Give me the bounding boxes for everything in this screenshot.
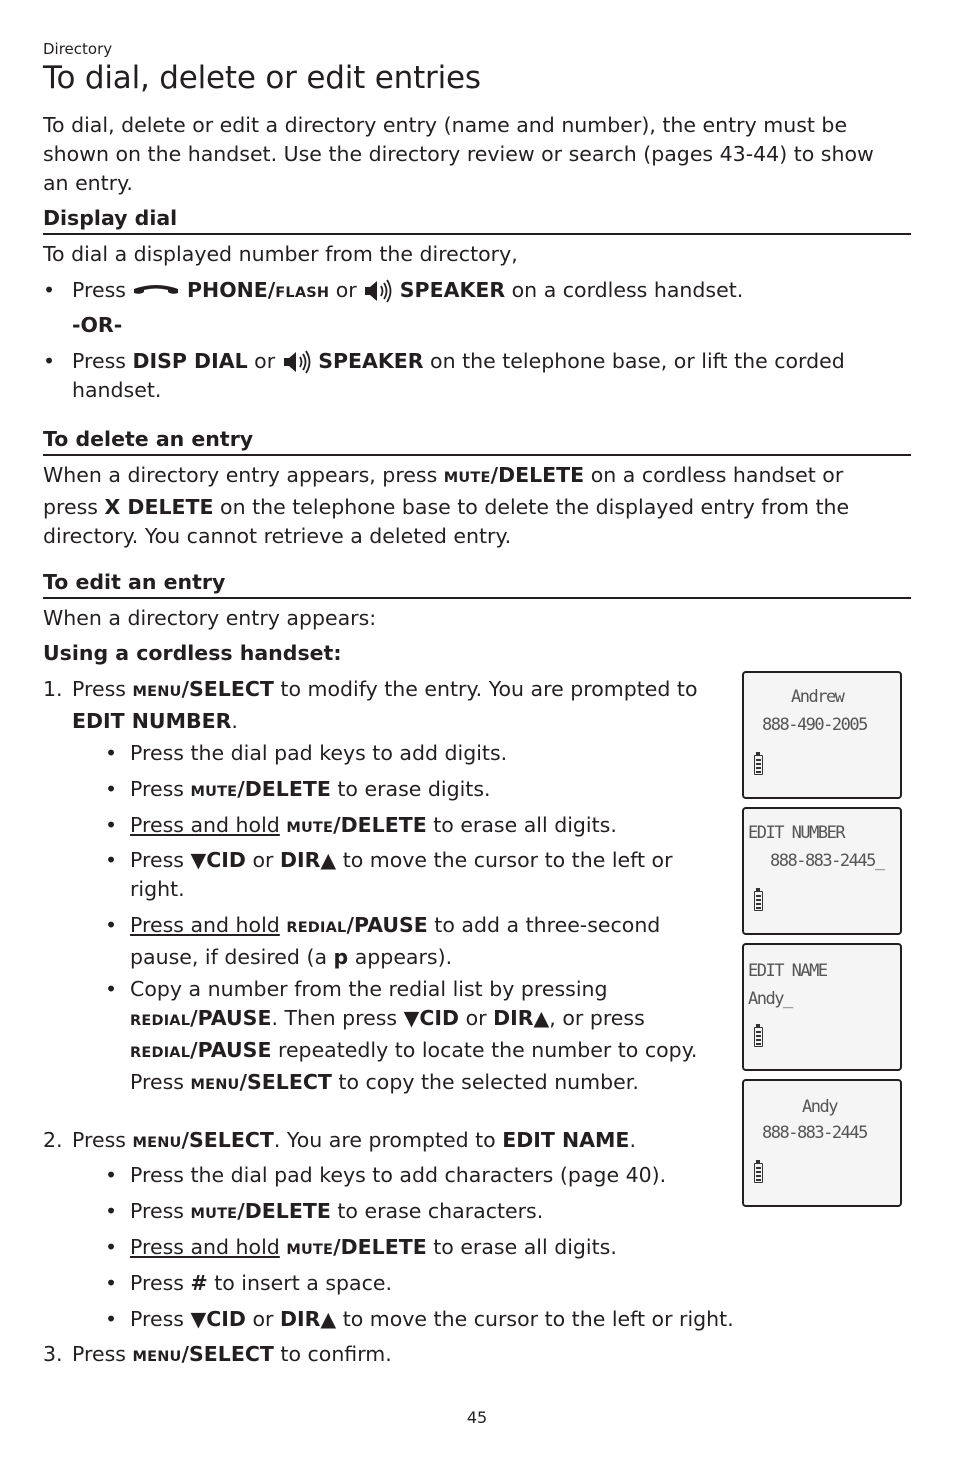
intro-paragraph: To dial, delete or edit a directory entry (name and number), the entry must be shown on the handset. Use the directory review or search (pages 43-44) to show an entry.: [43, 113, 874, 195]
phone-handset-icon: [132, 283, 180, 299]
or-label: -OR-: [72, 313, 123, 337]
screen-line-2: Andy_: [748, 989, 792, 1009]
screen-line-1: Andy: [802, 1097, 837, 1117]
battery-icon: [754, 891, 763, 911]
handset-screen-edit-name: [742, 943, 902, 1071]
screen-line-2: 888-490-2005: [762, 715, 867, 735]
page-title: To dial, delete or edit entries: [43, 60, 481, 96]
handset-screen-saved-entry: [742, 1079, 902, 1207]
screen-line-2: 888-883-2445: [762, 1123, 867, 1143]
section-heading-delete: To delete an entry: [43, 426, 911, 456]
edit-lead: When a directory entry appears:: [43, 606, 377, 630]
battery-icon: [754, 1027, 763, 1047]
screen-line-1: Andrew: [791, 687, 844, 707]
breadcrumb: Directory: [43, 40, 113, 58]
handset-screen-edit-number: [742, 807, 902, 935]
delete-paragraph: When a directory entry appears, press MUTE/DELETE on a cordless handset or press X DELETE on the telephone base to delete the displayed entry from the directory. You cannot retrieve a deleted entry.: [43, 463, 850, 548]
battery-icon: [754, 1163, 763, 1183]
speaker-icon: [282, 350, 312, 374]
handset-screen-entry: [742, 671, 902, 799]
edit-subheading: Using a cordless handset:: [43, 641, 342, 665]
section-heading-display-dial: Display dial: [43, 205, 911, 235]
battery-icon: [754, 755, 763, 775]
screen-line-2: 888-883-2445_: [770, 851, 884, 871]
page-number: 45: [466, 1408, 488, 1427]
speaker-icon: [363, 279, 393, 303]
section-heading-edit: To edit an entry: [43, 569, 911, 599]
display-dial-lead: To dial a displayed number from the directory,: [43, 242, 518, 266]
screen-line-1: EDIT NAME: [748, 961, 827, 981]
screen-line-1: EDIT NUMBER: [748, 823, 845, 843]
